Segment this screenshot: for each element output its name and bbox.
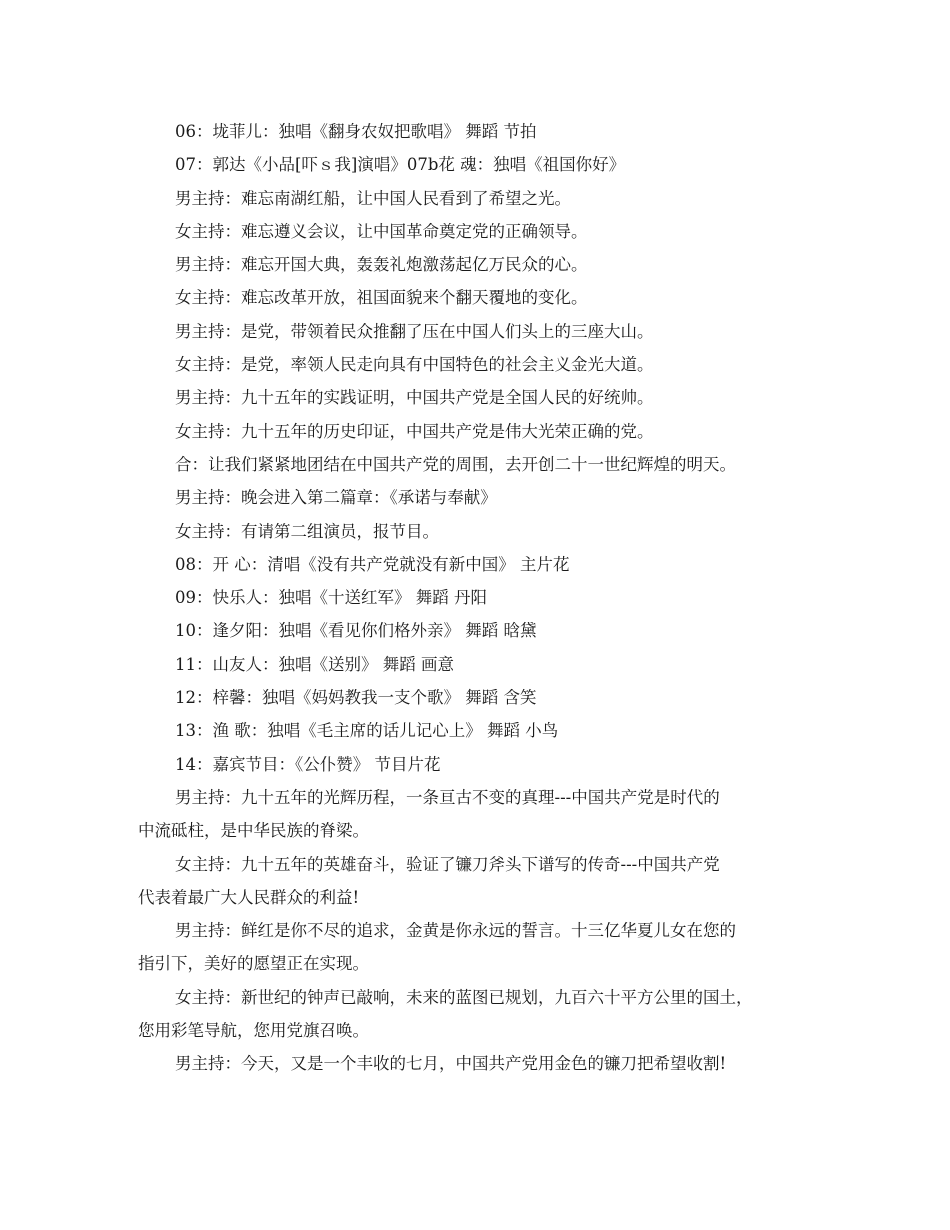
host-line: 男主持：是党，带领着民众推翻了压在中国人们头上的三座大山。	[175, 321, 654, 341]
program-line: 13：渔 歌：独唱《毛主席的话儿记心上》 舞蹈 小鸟	[175, 721, 559, 741]
host-paragraph	[138, 914, 818, 981]
paragraph-first-line: 女主持：新世纪的钟声已敲响，未来的蓝图已规划，九百六十平方公里的国土，	[175, 987, 753, 1007]
host-line: 男主持：难忘开国大典，轰轰礼炮激荡起亿万民众的心。	[175, 255, 588, 275]
host-line: 女主持：九十五年的历史印证，中国共产党是伟大光荣正确的党。	[175, 421, 654, 441]
host-line: 女主持：是党，率领人民走向具有中国特色的社会主义金光大道。	[175, 355, 654, 375]
host-line: 男主持：九十五年的实践证明，中国共产党是全国人民的好统帅。	[175, 388, 654, 408]
program-line: 14：嘉宾节目：《公仆赞》 节目片花	[175, 754, 441, 774]
host-paragraph	[138, 848, 818, 915]
program-line: 08：开 心：清唱《没有共产党就没有新中国》 主片花	[175, 554, 570, 574]
program-line: 11：山友人：独唱《送别》 舞蹈 画意	[175, 654, 454, 674]
host-line: 女主持：有请第二组演员，报节目。	[175, 521, 439, 541]
chorus-line: 合：让我们紧紧地团结在中国共产党的周围，去开创二十一世纪辉煌的明天。	[175, 454, 736, 474]
host-line: 女主持：难忘改革开放，祖国面貌来个翻天覆地的变化。	[175, 288, 588, 308]
document-body	[138, 115, 818, 1081]
host-line: 男主持：今天，又是一个丰收的七月，中国共产党用金色的镰刀把希望收割!	[175, 1054, 727, 1074]
host-paragraph	[138, 981, 818, 1048]
program-line: 12：梓馨：独唱《妈妈教我一支个歌》 舞蹈 含笑	[175, 688, 537, 708]
program-line: 07：郭达《小品[吓ｓ我]演唱》07b花 魂：独唱《祖国你好》	[175, 155, 626, 175]
program-line: 09：快乐人：独唱《十送红军》 舞蹈 丹阳	[175, 588, 487, 608]
program-line: 06：垅菲儿：独唱《翻身农奴把歌唱》 舞蹈 节拍	[175, 122, 537, 141]
paragraph-continuation-line: 中流砥柱，是中华民族的脊梁。	[138, 821, 369, 841]
host-line: 男主持：晚会进入第二篇章：《承诺与奉献》	[175, 488, 497, 508]
paragraph-first-line: 女主持：九十五年的英雄奋斗，验证了镰刀斧头下谱写的传奇---中国共产党	[175, 854, 720, 874]
paragraph-continuation-line: 您用彩笔导航，您用党旗召唤。	[138, 1021, 369, 1041]
paragraph-continuation-line: 代表着最广大人民群众的利益!	[138, 887, 360, 907]
paragraph-first-line: 男主持：九十五年的光辉历程，一条亘古不变的真理---中国共产党是时代的	[175, 787, 720, 807]
paragraph-continuation-line: 指引下，美好的愿望正在实现。	[138, 954, 369, 974]
host-line: 女主持：难忘遵义会议，让中国革命奠定党的正确领导。	[175, 221, 588, 241]
host-paragraph	[138, 781, 818, 848]
program-line: 10：逢夕阳：独唱《看见你们格外亲》 舞蹈 晗黛	[175, 621, 537, 641]
paragraph-first-line: 男主持：鲜红是你不尽的追求，金黄是你永远的誓言。十三亿华夏儿女在您的	[175, 921, 736, 941]
host-line: 男主持：难忘南湖红船，让中国人民看到了希望之光。	[175, 188, 571, 208]
